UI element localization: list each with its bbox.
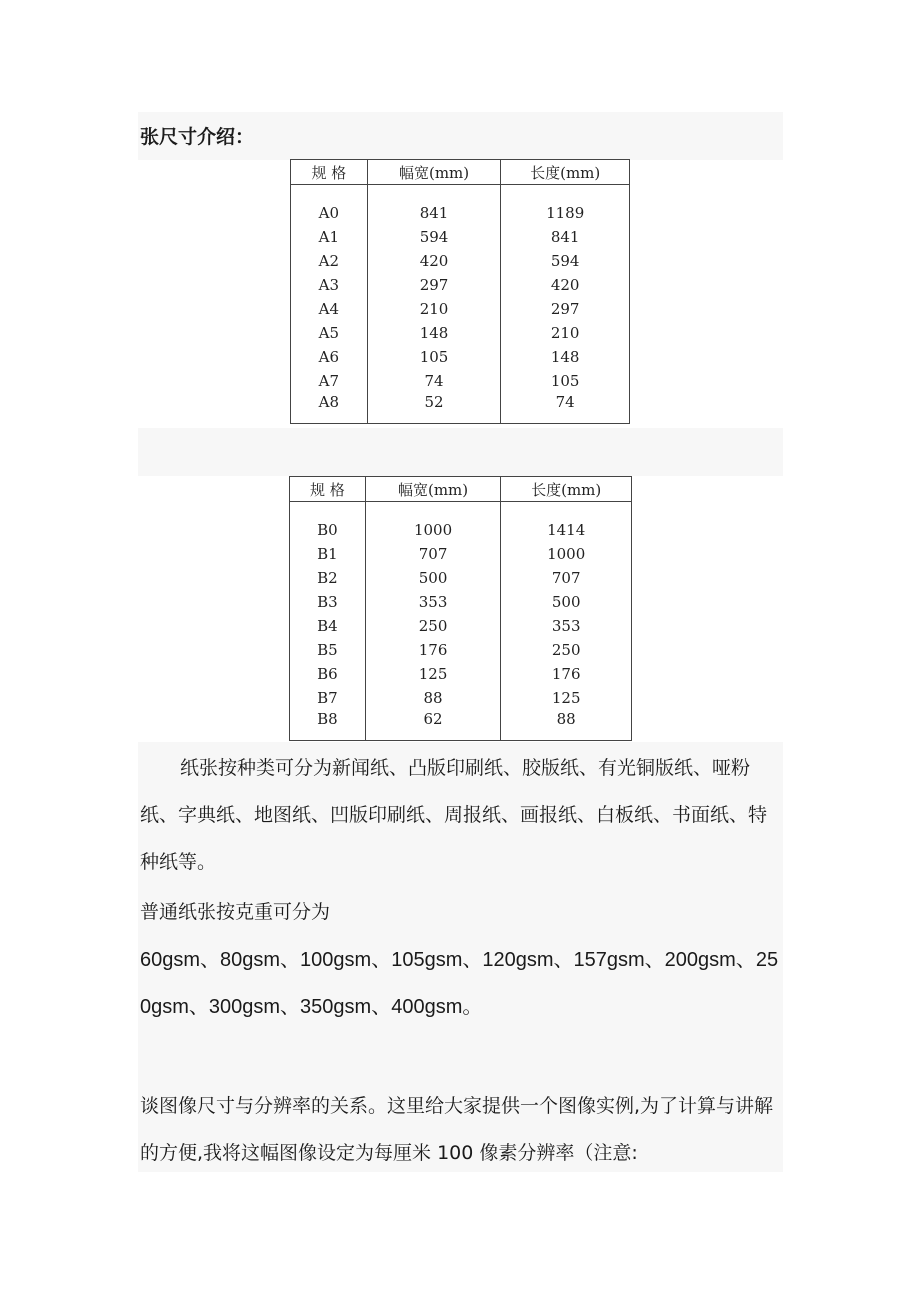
cell-length: 250 bbox=[501, 638, 632, 662]
table-row bbox=[290, 518, 632, 542]
cell-spec: B7 bbox=[290, 686, 366, 710]
cell-spec: A4 bbox=[291, 297, 368, 321]
cell-length: 105 bbox=[501, 369, 630, 393]
cell-spec: A8 bbox=[291, 393, 368, 424]
cell-length: 297 bbox=[501, 297, 630, 321]
table-row bbox=[290, 686, 632, 710]
table-row bbox=[290, 710, 632, 741]
paper-types-paragraph: 纸张按种类可分为新闻纸、凸版印刷纸、胶版纸、有光铜版纸、哑粉纸、字典纸、地图纸、凹版印刷纸、周报纸、画报纸、白板纸、书面纸、特种纸等。 bbox=[140, 757, 768, 873]
cell-length: 210 bbox=[501, 321, 630, 345]
cell-width: 52 bbox=[367, 393, 501, 424]
cell-length: 707 bbox=[501, 566, 632, 590]
cell-spec: B1 bbox=[290, 542, 366, 566]
cell-spec: B2 bbox=[290, 566, 366, 590]
header-width: 幅宽(mm) bbox=[365, 477, 501, 502]
cell-length: 74 bbox=[501, 393, 630, 424]
cell-spec: A2 bbox=[291, 249, 368, 273]
table-row bbox=[291, 201, 630, 225]
cell-width: 125 bbox=[365, 662, 501, 686]
cell-width: 148 bbox=[367, 321, 501, 345]
weight-intro-paragraph: 普通纸张按克重可分为 bbox=[140, 901, 331, 923]
table-header-row bbox=[290, 477, 632, 502]
cell-spec: B5 bbox=[290, 638, 366, 662]
cell-length: 125 bbox=[501, 686, 632, 710]
table-row bbox=[291, 393, 630, 424]
header-spec: 规 格 bbox=[290, 477, 366, 502]
cell-length: 1189 bbox=[501, 201, 630, 225]
cell-width: 707 bbox=[365, 542, 501, 566]
cell-spec: B3 bbox=[290, 590, 366, 614]
section-heading: 张尺寸介绍： bbox=[140, 126, 255, 148]
cell-length: 353 bbox=[501, 614, 632, 638]
cell-spec: A6 bbox=[291, 345, 368, 369]
cell-width: 62 bbox=[365, 710, 501, 741]
cell-spec: A3 bbox=[291, 273, 368, 297]
cell-width: 297 bbox=[367, 273, 501, 297]
header-length: 长度(mm) bbox=[501, 477, 632, 502]
cell-length: 500 bbox=[501, 590, 632, 614]
cell-width: 353 bbox=[365, 590, 501, 614]
cell-length: 594 bbox=[501, 249, 630, 273]
background-band bbox=[138, 428, 783, 476]
cell-spec: A7 bbox=[291, 369, 368, 393]
table-row bbox=[290, 542, 632, 566]
cell-width: 105 bbox=[367, 345, 501, 369]
table-row bbox=[290, 638, 632, 662]
header-spec: 规 格 bbox=[291, 160, 368, 185]
cell-spec: B0 bbox=[290, 518, 366, 542]
header-length: 长度(mm) bbox=[501, 160, 630, 185]
cell-spec: B4 bbox=[290, 614, 366, 638]
cell-spec: A0 bbox=[291, 201, 368, 225]
cell-length: 148 bbox=[501, 345, 630, 369]
table-row bbox=[290, 566, 632, 590]
a-series-size-table bbox=[290, 159, 630, 424]
cell-width: 88 bbox=[365, 686, 501, 710]
table-header-row bbox=[291, 160, 630, 185]
cell-length: 420 bbox=[501, 273, 630, 297]
table-row bbox=[291, 321, 630, 345]
table-row bbox=[290, 590, 632, 614]
cell-spec: A1 bbox=[291, 225, 368, 249]
cell-length: 1414 bbox=[501, 518, 632, 542]
cell-width: 250 bbox=[365, 614, 501, 638]
table-row bbox=[291, 249, 630, 273]
cell-length: 1000 bbox=[501, 542, 632, 566]
cell-spec: B8 bbox=[290, 710, 366, 741]
table-row bbox=[291, 273, 630, 297]
table-row bbox=[290, 662, 632, 686]
cell-spec: B6 bbox=[290, 662, 366, 686]
cell-width: 74 bbox=[367, 369, 501, 393]
cell-width: 210 bbox=[367, 297, 501, 321]
cell-spec: A5 bbox=[291, 321, 368, 345]
table-row bbox=[291, 225, 630, 249]
cell-width: 841 bbox=[367, 201, 501, 225]
table-row bbox=[291, 345, 630, 369]
cell-width: 1000 bbox=[365, 518, 501, 542]
table-row bbox=[291, 369, 630, 393]
header-width: 幅宽(mm) bbox=[367, 160, 501, 185]
cell-length: 176 bbox=[501, 662, 632, 686]
cell-length: 841 bbox=[501, 225, 630, 249]
resolution-paragraph: 谈图像尺寸与分辨率的关系。这里给大家提供一个图像实例,为了计算与讲解的方便,我将这幅图像设定为每厘米 100 像素分辨率（注意: bbox=[140, 1095, 774, 1164]
cell-length: 88 bbox=[501, 710, 632, 741]
cell-width: 176 bbox=[365, 638, 501, 662]
cell-width: 500 bbox=[365, 566, 501, 590]
cell-width: 420 bbox=[367, 249, 501, 273]
cell-width: 594 bbox=[367, 225, 501, 249]
table-row bbox=[290, 614, 632, 638]
table-row bbox=[291, 297, 630, 321]
weights-paragraph: 60gsm、80gsm、100gsm、105gsm、120gsm、157gsm、200gsm、250gsm、300gsm、350gsm、400gsm。 bbox=[140, 949, 779, 1018]
b-series-size-table bbox=[289, 476, 632, 741]
